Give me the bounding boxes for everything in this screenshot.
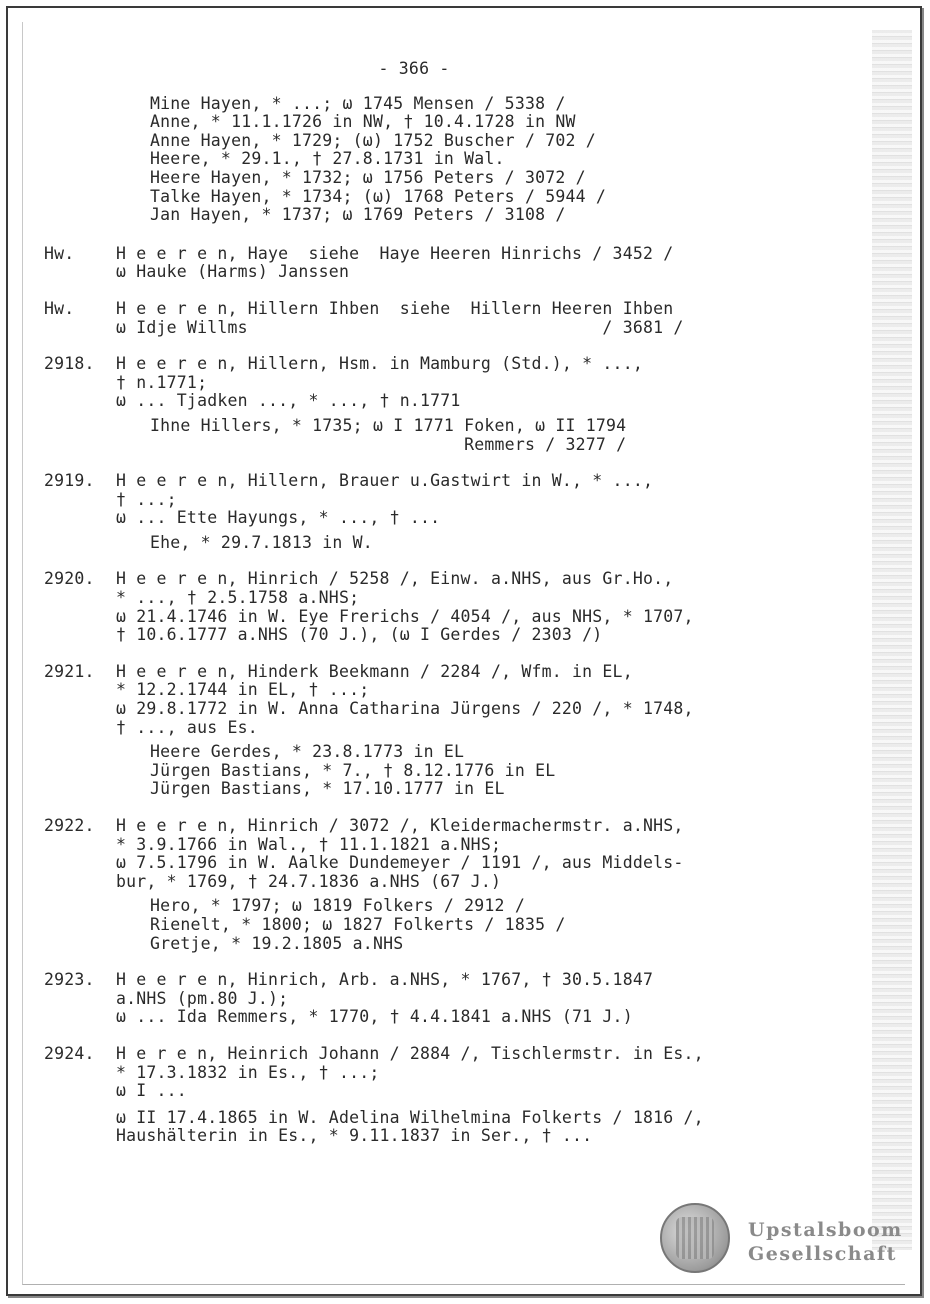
entry-2920 — [44, 570, 844, 644]
child-line: Anne, * 11.1.1726 in NW, † 10.4.1728 in NW — [150, 112, 576, 132]
entry-children — [116, 534, 844, 553]
entry-line: * 17.3.1832 in Es., † ...; — [116, 1062, 380, 1082]
entry-line: H e e r e n, Hillern, Brauer u.Gastwirt in W., * ..., — [116, 471, 654, 491]
brand-line-1: Upstalsboom — [748, 1219, 903, 1241]
entry-line: ω 29.8.1772 in W. Anna Catharina Jürgens / 220 /, * 1748, — [116, 699, 694, 719]
entry-children — [116, 743, 844, 799]
entry-2918 — [44, 355, 844, 454]
entry-children — [116, 897, 844, 953]
child-line: Talke Hayen, * 1734; (ω) 1768 Peters / 5944 / — [150, 186, 607, 206]
child-line: Remmers / 3277 / — [150, 434, 627, 454]
child-line: Jürgen Bastians, * 7., † 8.12.1776 in EL — [150, 760, 556, 780]
document-body — [44, 60, 844, 1146]
entry-line: ω ... Ette Hayungs, * ..., † ... — [116, 508, 441, 528]
child-line: Mine Hayen, * ...; ω 1745 Mensen / 5338 / — [150, 93, 566, 113]
entry-line: bur, * 1769, † 24.7.1836 a.NHS (67 J.) — [116, 871, 502, 891]
entry-hw-haye — [44, 245, 844, 282]
child-line: Heere, * 29.1., † 27.8.1731 in Wal. — [150, 149, 505, 169]
entry-number: 2921. — [44, 661, 95, 681]
entry-number: 2922. — [44, 816, 95, 835]
child-line: Heere Gerdes, * 23.8.1773 in EL — [150, 742, 465, 762]
entry-line: H e e r e n, Hillern Ihben siehe Hillern Heeren Ihben — [116, 298, 674, 318]
entry-line: * 12.2.1744 in EL, † ...; — [116, 680, 370, 700]
entry-line: † ...; — [116, 489, 177, 509]
top-children-list — [44, 95, 844, 225]
child-line: Rienelt, * 1800; ω 1827 Folkerts / 1835 / — [150, 914, 566, 934]
entry-2919 — [44, 472, 844, 552]
entry-line: H e e r e n, Hinderk Beekmann / 2284 /, Wfm. in EL, — [116, 661, 633, 681]
entry-line: a.NHS (pm.80 J.); — [116, 988, 289, 1008]
entry-line: ω II 17.4.1865 in W. Adelina Wilhelmina Folkerts / 1816 /, — [116, 1107, 704, 1127]
scan-edge-shadow — [872, 30, 912, 1250]
entry-line: ω 7.5.1796 in W. Aalke Dundemeyer / 1191 /, aus Middels- — [116, 853, 684, 873]
entry-line: H e r e n, Heinrich Johann / 2884 /, Tischlermstr. in Es., — [116, 1043, 704, 1063]
entry-hw-hillern — [44, 300, 844, 337]
entry-line: * 3.9.1766 in Wal., † 11.1.1821 a.NHS; — [116, 834, 502, 854]
child-line: Hero, * 1797; ω 1819 Folkers / 2912 / — [150, 896, 525, 916]
entry-line: † ..., aus Es. — [116, 717, 258, 737]
entry-2923 — [44, 971, 844, 1027]
entry-number: 2919. — [44, 471, 95, 491]
entry-number: 2920. — [44, 569, 95, 589]
entry-number: 2923. — [44, 970, 95, 990]
entry-2924 — [44, 1045, 844, 1146]
entry-number: 2918. — [44, 354, 95, 374]
entry-children — [116, 417, 844, 454]
entry-line: ω Hauke (Harms) Janssen — [116, 262, 350, 282]
entry-line: Haushälterin in Es., * 9.11.1837 in Ser., † ... — [116, 1126, 593, 1146]
entry-line: H e e r e n, Hinrich / 5258 /, Einw. a.NHS, aus Gr.Ho., — [116, 569, 674, 589]
entry-2921 — [44, 663, 844, 799]
entry-line: H e e r e n, Hillern, Hsm. in Mamburg (Std.), * ..., — [116, 354, 643, 374]
child-line: Ehe, * 29.7.1813 in W. — [150, 532, 373, 552]
entry-line: ω 21.4.1746 in W. Eye Frerichs / 4054 /, aus NHS, * 1707, — [116, 606, 694, 626]
society-seal-icon — [660, 1203, 730, 1273]
child-line: Heere Hayen, * 1732; ω 1756 Peters / 3072 / — [150, 167, 586, 187]
entry-line: ω I ... — [116, 1081, 187, 1101]
child-line: Jürgen Bastians, * 17.10.1777 in EL — [150, 779, 505, 799]
entry-line: H e e r e n, Hinrich, Arb. a.NHS, * 1767, † 30.5.1847 — [116, 970, 654, 990]
brand-line-2: Gesellschaft — [748, 1243, 897, 1265]
entry-line: ω ... Ida Remmers, * 1770, † 4.4.1841 a.NHS (71 J.) — [116, 1007, 633, 1027]
entry-line: H e e r e n, Hinrich / 3072 /, Kleidermachermstr. a.NHS, — [116, 816, 684, 835]
entry-line: ω Idje Willms / 3681 / — [116, 317, 684, 337]
entry-line: ω ... Tjadken ..., * ..., † n.1771 — [116, 391, 461, 411]
child-line: Ihne Hillers, * 1735; ω I 1771 Foken, ω II 1794 — [150, 415, 627, 435]
entry-number: Hw. — [44, 298, 75, 318]
entry-line: † n.1771; — [116, 372, 208, 392]
society-brand — [748, 1218, 903, 1266]
entry-extra — [116, 1109, 844, 1146]
child-line: Anne Hayen, * 1729; (ω) 1752 Buscher / 702 / — [150, 130, 596, 150]
page-number: - 366 - — [378, 59, 450, 78]
entry-2922 — [44, 817, 844, 953]
entry-line: † 10.6.1777 a.NHS (70 J.), (ω I Gerdes / 2303 /) — [116, 625, 603, 645]
child-line: Jan Hayen, * 1737; ω 1769 Peters / 3108 / — [150, 205, 566, 225]
child-line: Gretje, * 19.2.1805 a.NHS — [150, 933, 404, 953]
entry-line: * ..., † 2.5.1758 a.NHS; — [116, 588, 360, 608]
entry-number: Hw. — [44, 243, 75, 263]
entry-number: 2924. — [44, 1043, 95, 1063]
entry-line: H e e r e n, Haye siehe Haye Heeren Hinrichs / 3452 / — [116, 243, 674, 263]
